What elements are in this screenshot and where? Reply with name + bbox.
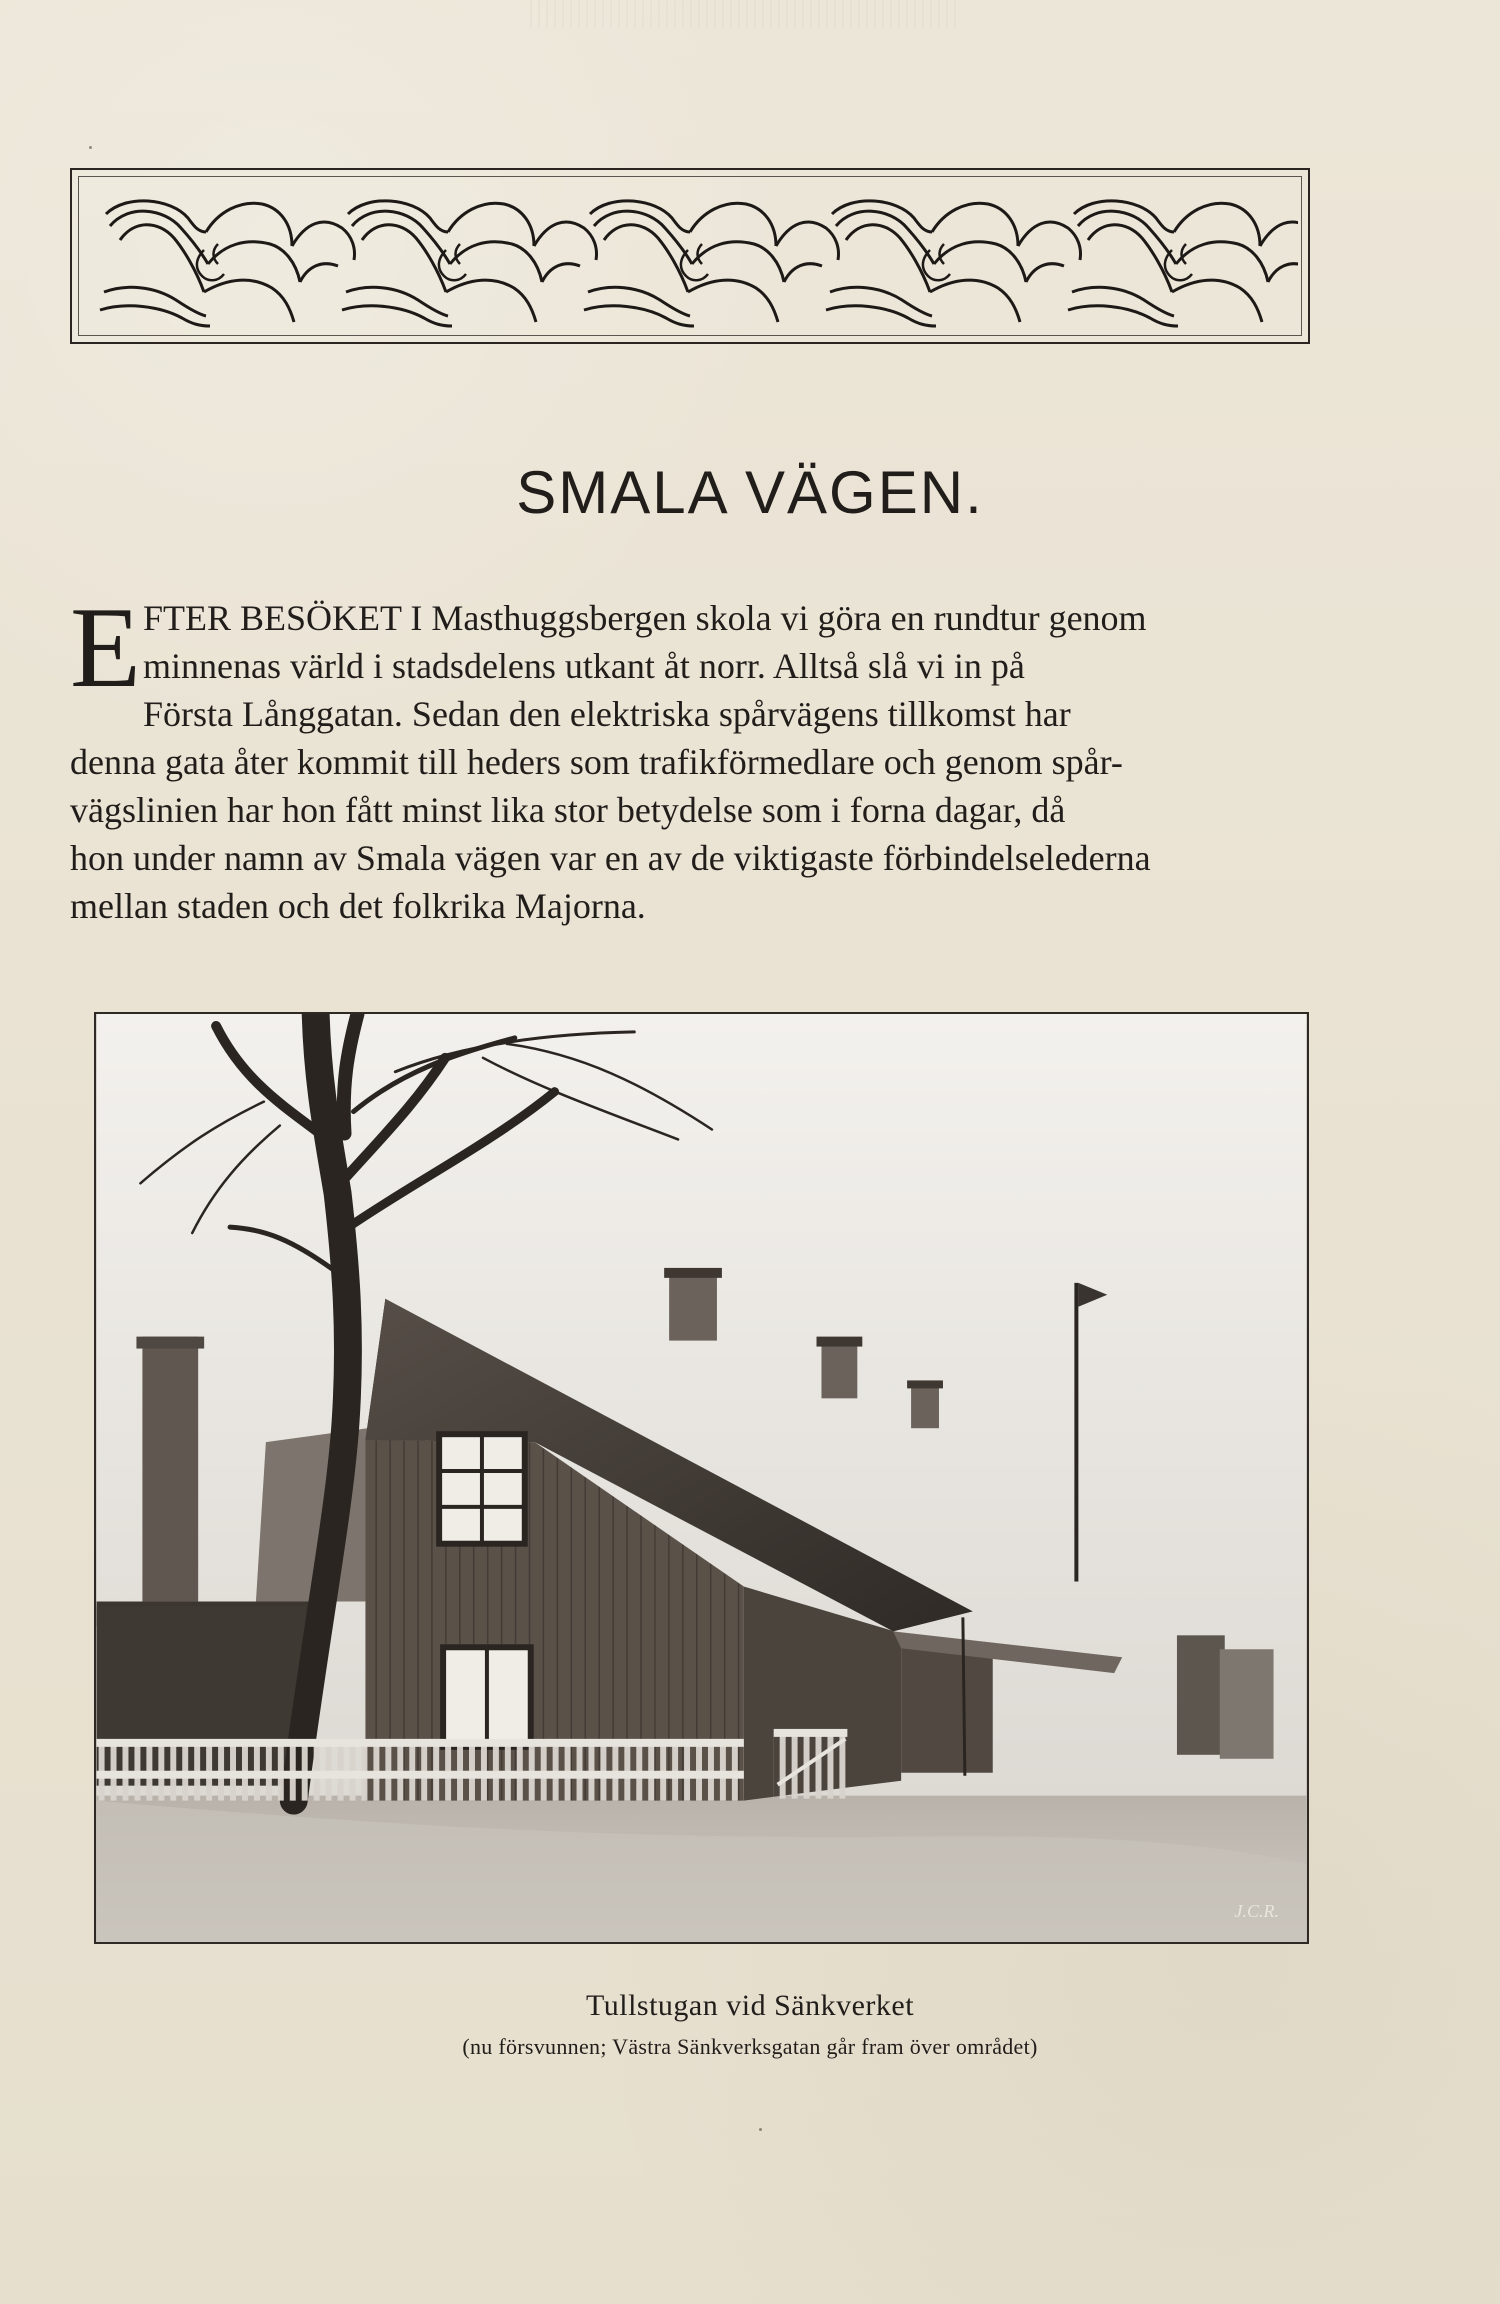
photo-caption: Tullstugan vid Sänkverket — [585, 1989, 915, 2022]
paper-speck — [759, 2128, 762, 2131]
body-line-4: denna gata åter kommit till heders som trafikförmedlare och genom spår- — [70, 742, 1123, 782]
historic-house-photo — [94, 1012, 1309, 1944]
page-title: SMALA VÄGEN. — [516, 459, 984, 526]
body-line-5: vägslinien har hon fått minst lika stor betydelse som i forna dagar, då — [70, 790, 1066, 830]
body-line-3: Första Långgatan. Sedan den elektriska spårvägens tillkomst har — [143, 694, 1071, 734]
photo-subcaption: (nu försvunnen; Västra Sänkverksgatan går fram över området) — [462, 2034, 1038, 2059]
ornamental-header — [70, 168, 1310, 344]
body-line-1: FTER BESÖKET I Masthuggsbergen skola vi göra en rundtur genom — [143, 598, 1147, 638]
body-line-2: minnenas värld i stadsdelens utkant åt norr. Alltså slå vi in på — [143, 646, 1025, 686]
page-top-mark — [530, 0, 960, 28]
body-line-6: hon under namn av Smala vägen var en av de viktigaste förbindelselederna — [70, 838, 1151, 878]
drop-cap: E — [70, 584, 141, 712]
art-nouveau-ornament-icon — [86, 184, 1298, 332]
body-line-7: mellan staden och det folkrika Majorna. — [70, 886, 646, 926]
paper-speck — [89, 146, 92, 149]
photo-signature: J.C.R. — [1234, 1901, 1279, 1921]
